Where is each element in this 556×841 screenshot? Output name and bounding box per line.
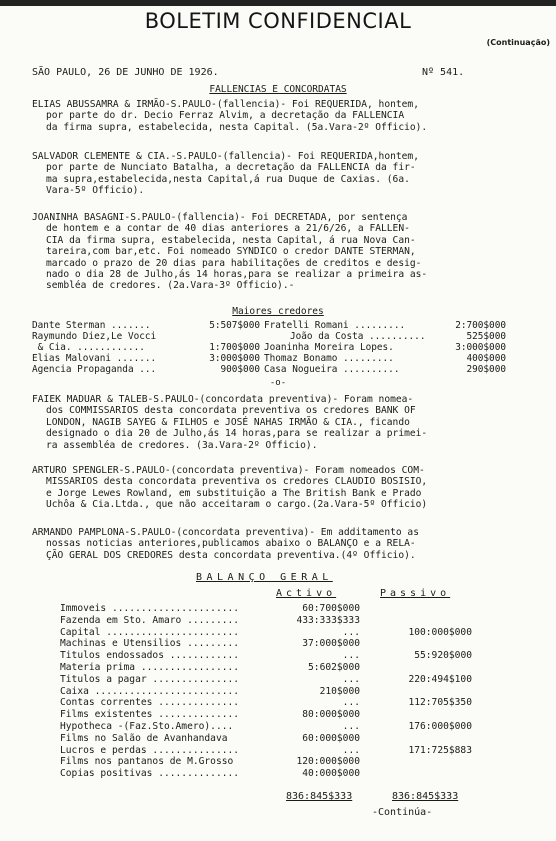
activo-header	[276, 588, 336, 599]
creditor-name: & Cia. ............	[32, 342, 145, 353]
balance-title-text: BALANÇO GERAL	[196, 572, 333, 583]
balance-label: Fazenda em Sto. Amaro .........	[60, 614, 240, 626]
entry-line: nossas noticias anteriores,publicamos abaixo o BALANÇO e a RELA-	[46, 538, 416, 550]
entry-line: e Jorge Lewes Rowland, em substituição a The British Bank e Prado	[46, 487, 422, 499]
entry-line: MISSARIOS desta concordata preventiva os credores CLAUDIO BOSISIO,	[46, 476, 428, 488]
balance-label: Titulos a pagar ...............	[60, 673, 240, 685]
entry-line: LONDON, NAGIB SAYEG & FILHOS e JOSÉ NAHAS IRMÃO & CIA., ficando	[46, 416, 410, 428]
balance-activo: 80:000$000	[302, 709, 360, 721]
table-row	[60, 745, 472, 757]
entry-line: ÇÃO GERAL DOS CREDORES desta concordata preventiva.(4º Officio).	[46, 549, 416, 561]
total-passivo: 836:845$333	[392, 791, 459, 802]
creditor-value: 5:507$000	[209, 320, 260, 331]
table-row	[60, 721, 472, 733]
table-row	[60, 674, 472, 686]
entry-line: marcado o prazo de 20 dias para habilitações de creditos e desig-	[46, 257, 422, 269]
entry-line: da firma supra, estabelecida, nesta Capital. (5a.Vara-2º Officio).	[46, 121, 428, 133]
creditor-value: 400$000	[466, 353, 506, 364]
entry-line: dos COMMISSARIOS desta concordata preventiva os credores BANK OF	[46, 405, 416, 417]
balance-activo: ...	[342, 744, 360, 756]
creditor-name: Joaninha Moreira Lopes.	[264, 342, 394, 353]
creditor-value: 290$000	[466, 364, 506, 375]
creditor-name: Fratelli Romani .........	[264, 320, 406, 331]
creditor-value: 525$000	[466, 331, 506, 342]
creditor-name: Elias Malovani .......	[32, 353, 157, 364]
table-row	[60, 709, 472, 721]
balance-activo: ...	[342, 697, 360, 709]
balance-passivo: 55:920$000	[414, 650, 472, 662]
bulletin-number: Nº 541.	[422, 67, 465, 78]
table-row	[60, 627, 472, 639]
balance-passivo: 112:705$350	[408, 697, 472, 709]
entry-salvador-clemente	[32, 151, 547, 197]
table-row	[32, 353, 506, 364]
activo-header-text: Activo	[276, 588, 337, 599]
balance-passivo	[360, 603, 472, 615]
table-row	[60, 686, 472, 698]
creditor-value: 900$000	[220, 364, 260, 375]
entry-line: ARMANDO PAMPLONA-S.PAULO-(concordata preventiva)- Em additamento as	[32, 527, 419, 538]
balance-activo: 60:700$000	[302, 603, 360, 614]
balance-title	[196, 572, 333, 583]
creditors-heading-text: Maiores credores	[232, 306, 324, 317]
balance-passivo: 220:494$100	[408, 673, 472, 685]
continuation-label: (Continuação)	[486, 38, 550, 47]
balance-passivo	[360, 638, 472, 650]
balance-activo: 5:602$000	[308, 661, 360, 673]
balance-activo: ...	[342, 650, 360, 662]
balance-label: Films existentes ..............	[60, 709, 240, 721]
entry-line: de hontem e a contar de 40 dias anteriores a 21/6/26, a FALLEN-	[46, 223, 410, 235]
balance-passivo: 171:725$883	[408, 744, 472, 756]
creditor-name: Thomaz Bonamo .........	[264, 353, 394, 364]
creditor-value: 3:000$000	[209, 353, 260, 364]
table-row	[60, 756, 472, 768]
balance-label: Films nos pantanos de M.Grosso	[60, 756, 234, 768]
entry-line: ELIAS ABUSSAMRA & IRMÃO-S.PAULO-(fallencia)- Foi REQUERIDA, hontem,	[32, 99, 419, 110]
table-row	[32, 331, 506, 342]
balance-passivo: 176:000$000	[408, 720, 472, 732]
entry-line: JOANINHA BASAGNI-S.PAULO-(fallencia)- Foi DECRETADA, por sentença	[32, 212, 408, 223]
balance-passivo	[360, 686, 472, 698]
total-activo: 836:845$333	[286, 791, 353, 802]
entry-line: nado o dia 28 de Julho,ás 14 horas,para se realizar a primeira as-	[46, 269, 428, 281]
creditor-name: João da Costa ..........	[290, 331, 426, 342]
balance-passivo	[360, 709, 472, 721]
table-row	[32, 342, 506, 353]
passivo-header	[380, 588, 450, 599]
balance-activo: 60:000$000	[302, 732, 360, 744]
top-border	[0, 0, 556, 6]
entry-line: ma supra,estabelecida,nesta Capital,á rua Duque de Caxias. (6a.	[46, 173, 410, 185]
balance-activo: ...	[342, 673, 360, 685]
entry-line: Vara-5º Officio).	[46, 185, 145, 197]
entry-line: FAIEK MADUAR & TALEB-S.PAULO-(concordata preventiva)- Foram nomea-	[32, 394, 414, 405]
creditor-value: 1:700$000	[209, 342, 260, 353]
balance-passivo	[360, 733, 472, 745]
balance-label: Caixa .........................	[60, 685, 240, 697]
creditor-value	[200, 331, 260, 342]
entry-arturo-spengler	[32, 465, 547, 511]
balance-label: Hypotheca -(Faz.Sto.Amero)....	[60, 720, 234, 732]
balance-label: Immoveis ......................	[60, 603, 240, 614]
entry-line: designado o dia 20 de Julho,ás 14 horas,para se realizar a primei-	[46, 428, 428, 440]
entry-line: CIA da firma supra, estabelecida, nesta Capital, á rua Nova Can-	[46, 234, 416, 246]
balance-passivo	[360, 615, 472, 627]
entry-line: tareira,com bar,etc. Foi nomeado SYNDICO o credor DANTE STERMAN,	[46, 246, 416, 258]
table-row	[60, 650, 472, 662]
balance-activo: 120:000$000	[296, 756, 360, 768]
balance-label: Titulos endossados ............	[60, 650, 240, 662]
balance-activo: 210$000	[319, 685, 360, 697]
table-row	[32, 364, 506, 375]
entry-line: por parte do dr. Decio Ferraz Alvim, a decretação da FALLENCIA	[46, 110, 405, 122]
balance-passivo	[360, 768, 472, 780]
balance-label: Lucros e perdas ...............	[60, 744, 240, 756]
balance-passivo: 100:000$000	[408, 626, 472, 638]
separator: -o-	[269, 378, 287, 388]
page-title: BOLETIM CONFIDENCIAL	[144, 9, 412, 33]
balance-passivo	[360, 756, 472, 768]
table-row	[60, 697, 472, 709]
table-row	[60, 733, 472, 745]
section-heading-text: FALLENCIAS E CONCORDATAS	[209, 84, 347, 95]
entry-line: ra assembléa de credores. (3a.Vara-2º Officio).	[46, 439, 318, 451]
table-row	[60, 615, 472, 627]
balance-label: Machinas e Utensilios .........	[60, 638, 240, 650]
section-heading	[0, 84, 556, 95]
entry-elias-abussamra	[32, 99, 547, 133]
entry-faiek-maduar	[32, 394, 547, 451]
balance-activo: ...	[342, 626, 360, 638]
creditor-name: Agencia Propaganda ...	[32, 364, 157, 375]
entry-line: SALVADOR CLEMENTE & CIA.-S.PAULO-(fallencia)- Foi REQUERIDA,hontem,	[32, 151, 419, 162]
balance-label: Materia prima .................	[60, 661, 240, 673]
creditor-name: Dante Sterman .......	[32, 320, 151, 331]
creditors-heading	[0, 306, 556, 317]
creditor-name: Raymundo Diez,Le Vocci	[32, 331, 157, 342]
balance-activo: 40:000$000	[302, 768, 360, 780]
creditor-value: 2:700$000	[455, 320, 506, 331]
entry-joaninha-basagni	[32, 212, 547, 292]
balance-activo: ...	[342, 720, 360, 732]
creditor-name: Casa Nogueira ..........	[264, 364, 400, 375]
balance-passivo	[360, 662, 472, 674]
balance-activo: 433:333$333	[296, 614, 360, 626]
balance-table	[60, 603, 472, 780]
continua-label: -Continúa-	[372, 807, 433, 818]
balance-label: Films no Salão de Avanhandava	[60, 732, 228, 744]
table-row	[60, 603, 472, 615]
table-row	[32, 320, 506, 331]
entry-line: ARTURO SPENGLER-S.PAULO-(concordata preventiva)- Foram nomeados COM-	[32, 465, 425, 476]
creditor-value: 3:000$000	[455, 342, 506, 353]
balance-label: Contas correntes ..............	[60, 697, 240, 709]
balance-activo: 37:000$000	[302, 638, 360, 650]
table-row	[60, 768, 472, 780]
table-row	[60, 662, 472, 674]
entry-line: Uchôa & Cia.Ltda., que não acceitaram o cargo.(2a.Vara-5º Officio)	[46, 499, 428, 511]
balance-label: Capital .......................	[60, 626, 240, 638]
passivo-header-text: Passivo	[380, 588, 451, 599]
table-row	[60, 638, 472, 650]
dateline: SÃO PAULO, 26 DE JUNHO DE 1926.	[32, 67, 219, 78]
entry-line: por parte de Nunciato Batalha, a decretação da FALLENCIA da fir-	[46, 162, 416, 174]
entry-line: sembléa de credores. (2a.Vara-3º Officio).-	[46, 280, 295, 292]
balance-label: Copias positivas ..............	[60, 768, 240, 780]
creditors-table	[32, 320, 506, 375]
entry-armando-pamplona	[32, 527, 547, 561]
